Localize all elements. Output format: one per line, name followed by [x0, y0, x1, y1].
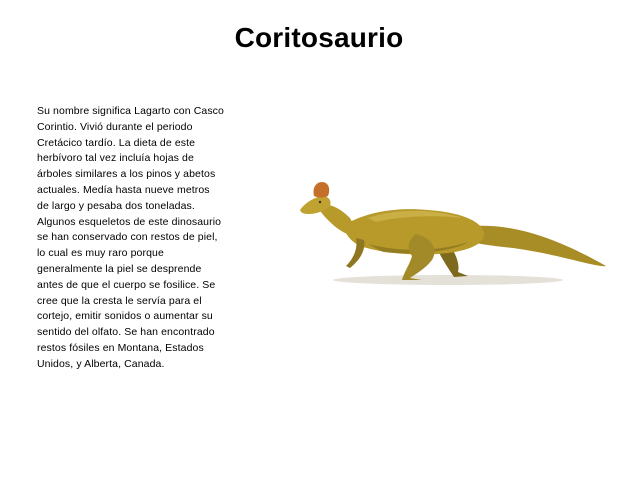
- dinosaur-tail: [470, 226, 606, 266]
- description-text: [37, 104, 242, 373]
- description-line: Corintio. Vivió durante el periodo: [37, 120, 193, 133]
- description-line: sentido del olfato. Se han encontrado: [37, 326, 215, 339]
- description-line: de largo y pesaba dos toneladas.: [37, 199, 195, 212]
- description-line: restos fósiles en Montana, Estados: [37, 341, 204, 354]
- corythosaurus-illustration: [298, 176, 608, 288]
- description-line: actuales. Medía hasta nueve metros: [37, 183, 210, 196]
- slide-title: Coritosaurio: [234, 22, 404, 53]
- description-line: herbívoro tal vez incluía hojas de: [37, 152, 194, 165]
- ground-shadow: [333, 275, 563, 285]
- description-line: Cretácico tardío. La dieta de este: [37, 136, 196, 149]
- description-line: Algunos esqueletos de este dinosaurio: [37, 215, 222, 228]
- description-line: cortejo, emitir sonidos o aumentar su: [37, 310, 213, 323]
- description-line: cree que la cresta le servía para el: [37, 294, 202, 307]
- description-line: árboles similares a los pinos y abetos: [37, 168, 216, 181]
- description-line: Unidos, y Alberta, Canada.: [37, 357, 165, 370]
- dinosaur-eye: [319, 201, 321, 203]
- description-line: se han conservado con restos de piel,: [37, 231, 218, 244]
- dinosaur-crest: [313, 182, 329, 198]
- description-line: antes de que el cuerpo se fosilice. Se: [37, 278, 216, 291]
- description-line: lo cual es muy raro porque: [37, 247, 164, 260]
- description-line: Su nombre significa Lagarto con Casco: [37, 105, 224, 117]
- description-line: generalmente la piel se desprende: [37, 262, 202, 275]
